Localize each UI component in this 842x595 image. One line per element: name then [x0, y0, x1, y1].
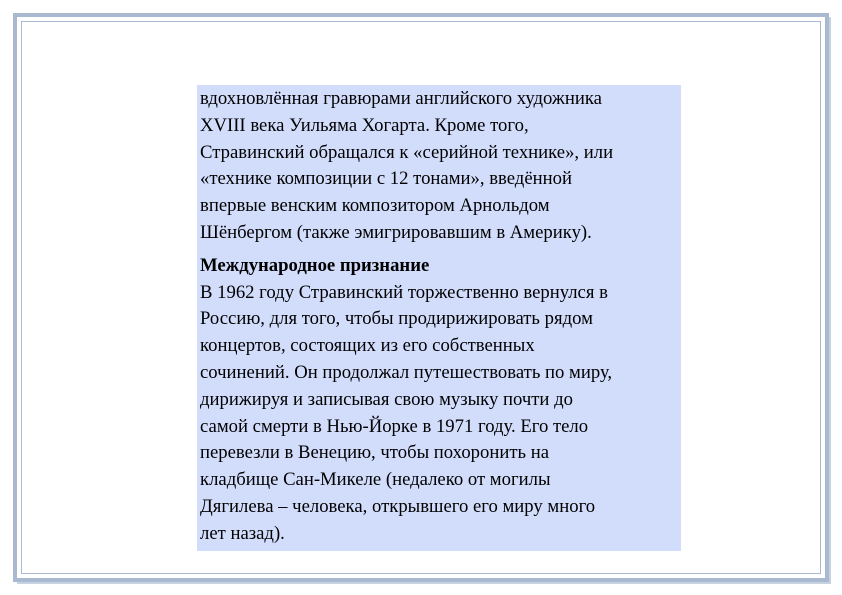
paragraph-recognition: [200, 280, 681, 548]
text-line: впервые венским композитором Арнольдом: [200, 195, 550, 217]
text-line: концертов, состоящих из его собственных: [200, 335, 535, 357]
frame-shadow-right: [829, 17, 831, 584]
text-line: дирижируя и записывая свою музыку почти до: [200, 388, 573, 410]
text-line: лет назад).: [200, 522, 285, 544]
text-line: В 1962 году Стравинский торжественно вернулся в: [200, 281, 608, 303]
text-line: «технике композиции с 12 тонами», введённой: [200, 168, 572, 190]
text-line: самой смерти в Нью-Йорке в 1971 году. Его тело: [200, 415, 589, 437]
text-line: Дягилева – человека, открывшего его миру много: [200, 495, 596, 517]
text-line: Стравинский обращался к «серийной технике», или: [200, 141, 614, 163]
text-line: Шёнбергом (также эмигрировавшим в Америку).: [200, 221, 592, 243]
text-line: перевезли в Венецию, чтобы похоронить на: [200, 442, 550, 464]
paragraph-biography: [200, 86, 681, 247]
frame-shadow-bottom: [17, 582, 831, 584]
text-line: кладбище Сан-Микеле (недалеко от могилы: [200, 469, 551, 491]
section-heading: Международное признание: [200, 254, 430, 276]
text-box: [197, 85, 681, 551]
text-line: вдохновлённая гравюрами английского художника: [200, 88, 602, 109]
text-line: Россию, для того, чтобы продирижировать рядом: [200, 308, 593, 330]
text-line: XVIII века Уильяма Хогарта. Кроме того,: [200, 114, 529, 136]
text-line: сочинений. Он продолжал путешествовать по миру,: [200, 361, 613, 383]
